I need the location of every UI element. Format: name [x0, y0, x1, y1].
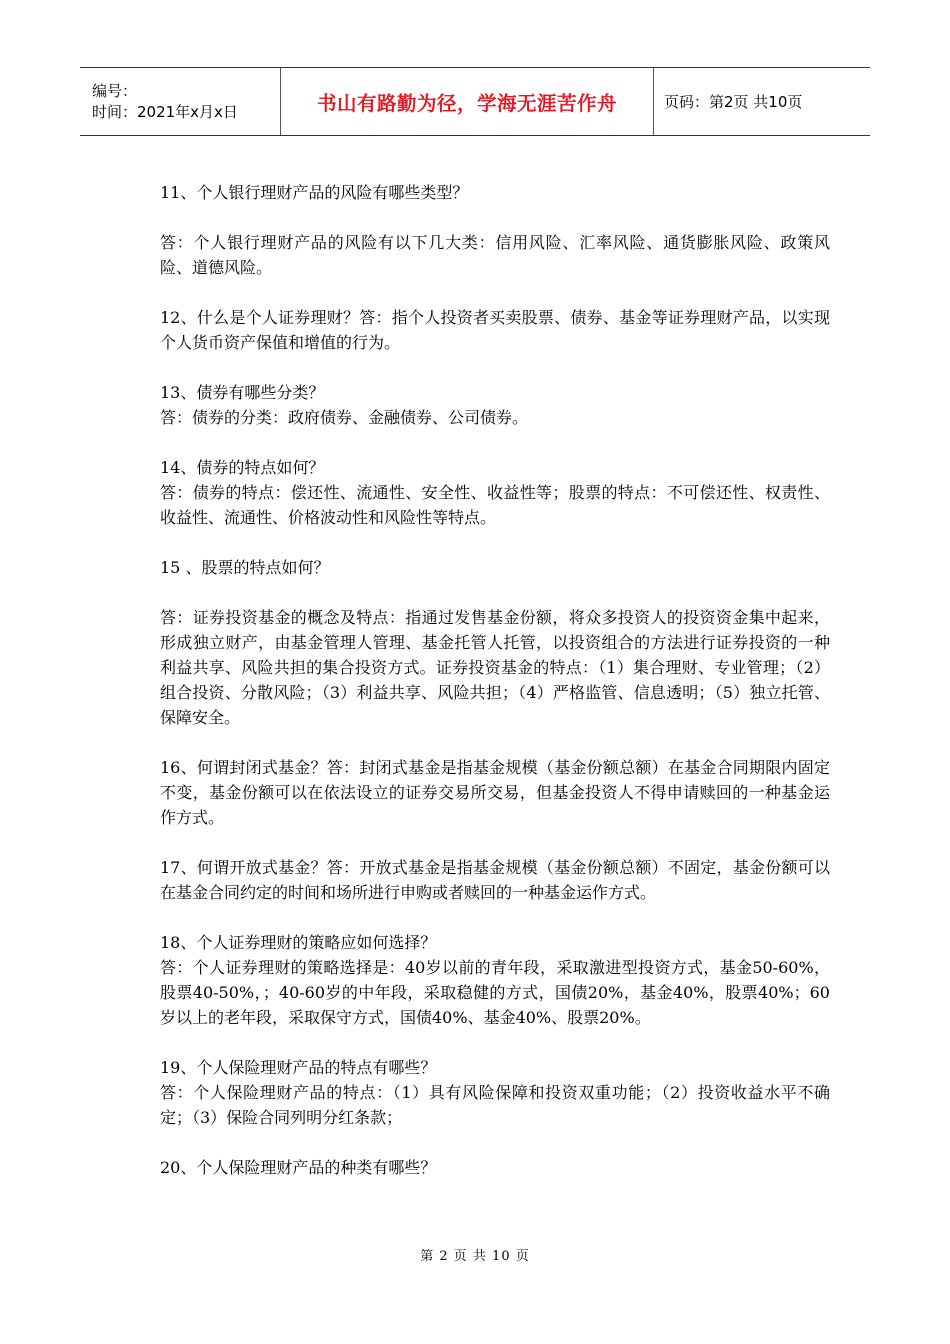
- paragraph: 19、个人保险理财产品的特点有哪些？: [160, 1058, 437, 1077]
- motto-text: 书山有路勤为径，学海无涯苦作舟: [316, 91, 617, 115]
- number-label: 编号：: [92, 81, 138, 100]
- paragraph: 16、何谓封闭式基金？答：封闭式基金是指基金规模（基金份额总额）在基金合同期限内固定不变，基金份额可以在依法设立的证券交易所交易，但基金投资人不得申请赎回的一种基金运作方式。: [160, 758, 830, 827]
- page-footer: 第 2 页 共 10 页: [420, 1249, 530, 1264]
- paragraph: 13、债券有哪些分类？: [160, 383, 325, 402]
- paragraph: 答：证券投资基金的概念及特点：指通过发售基金份额，将众多投资人的投资资金集中起来，形成独立财产，由基金管理人管理、基金托管人托管，以投资组合的方法进行证券投资的一种利益共享、风险共担的集合投资方式。证券投资基金的特点：（1）集合理财、专业管理；（2）组合投资、分散风险；（3）利益共享、风险共担；（4）严格监管、信息透明；（5）独立托管、保障安全。: [160, 608, 830, 727]
- paragraph-gap: [160, 355, 830, 380]
- paragraph: 17、何谓开放式基金？答：开放式基金是指基金规模（基金份额总额）不固定，基金份额可以在基金合同约定的时间和场所进行申购或者赎回的一种基金运作方式。: [160, 858, 830, 902]
- paragraph-gap: [160, 1130, 830, 1155]
- paragraph: 11、个人银行理财产品的风险有哪些类型？: [160, 183, 469, 202]
- paragraph-gap: [160, 830, 830, 855]
- paragraph-gap: [160, 430, 830, 455]
- header-middle: [280, 68, 654, 135]
- page-info: 页码：第2页 共10页: [664, 93, 803, 111]
- header-right: [654, 68, 870, 135]
- header-left: [80, 68, 280, 135]
- page-header: [80, 67, 870, 136]
- paragraph: 答：个人保险理财产品的特点：（1）具有风险保障和投资双重功能；（2）投资收益水平不确定；（3）保险合同列明分红条款；: [160, 1083, 830, 1127]
- date-label: 时间：2021年x月x日: [92, 102, 238, 121]
- paragraph-gap: [160, 905, 830, 930]
- paragraph: 20、个人保险理财产品的种类有哪些？: [160, 1158, 437, 1177]
- paragraph: 答：债券的分类：政府债券、金融债券、公司债券。: [160, 408, 529, 427]
- paragraph: 15 、股票的特点如何？: [160, 558, 330, 577]
- paragraph-gap: [160, 530, 830, 555]
- paragraph-gap: [160, 280, 830, 305]
- document-body: [160, 180, 830, 1180]
- paragraph: 答：个人证券理财的策略选择是：40岁以前的青年段，采取激进型投资方式，基金50-60%，股票40-50%，；40-60岁的中年段，采取稳健的方式，国债20%，基金40%，股票40%；60岁以上的老年段，采取保守方式，国债40%、基金40%、股票20%。: [160, 958, 830, 1027]
- paragraph-gap: [160, 1030, 830, 1055]
- paragraph-gap: [160, 730, 830, 755]
- paragraph-gap: [160, 205, 830, 230]
- paragraph: 18、个人证券理财的策略应如何选择？: [160, 933, 437, 952]
- paragraph: 12、什么是个人证券理财？答：指个人投资者买卖股票、债券、基金等证券理财产品，以实现个人货币资产保值和增值的行为。: [160, 308, 830, 352]
- paragraph-gap: [160, 580, 830, 605]
- paragraph: 答：债券的特点：偿还性、流通性、安全性、收益性等；股票的特点：不可偿还性、权责性、收益性、流通性、价格波动性和风险性等特点。: [160, 483, 830, 527]
- paragraph: 14、债券的特点如何？: [160, 458, 325, 477]
- paragraph: 答：个人银行理财产品的风险有以下几大类：信用风险、汇率风险、通货膨胀风险、政策风险、道德风险。: [160, 233, 830, 277]
